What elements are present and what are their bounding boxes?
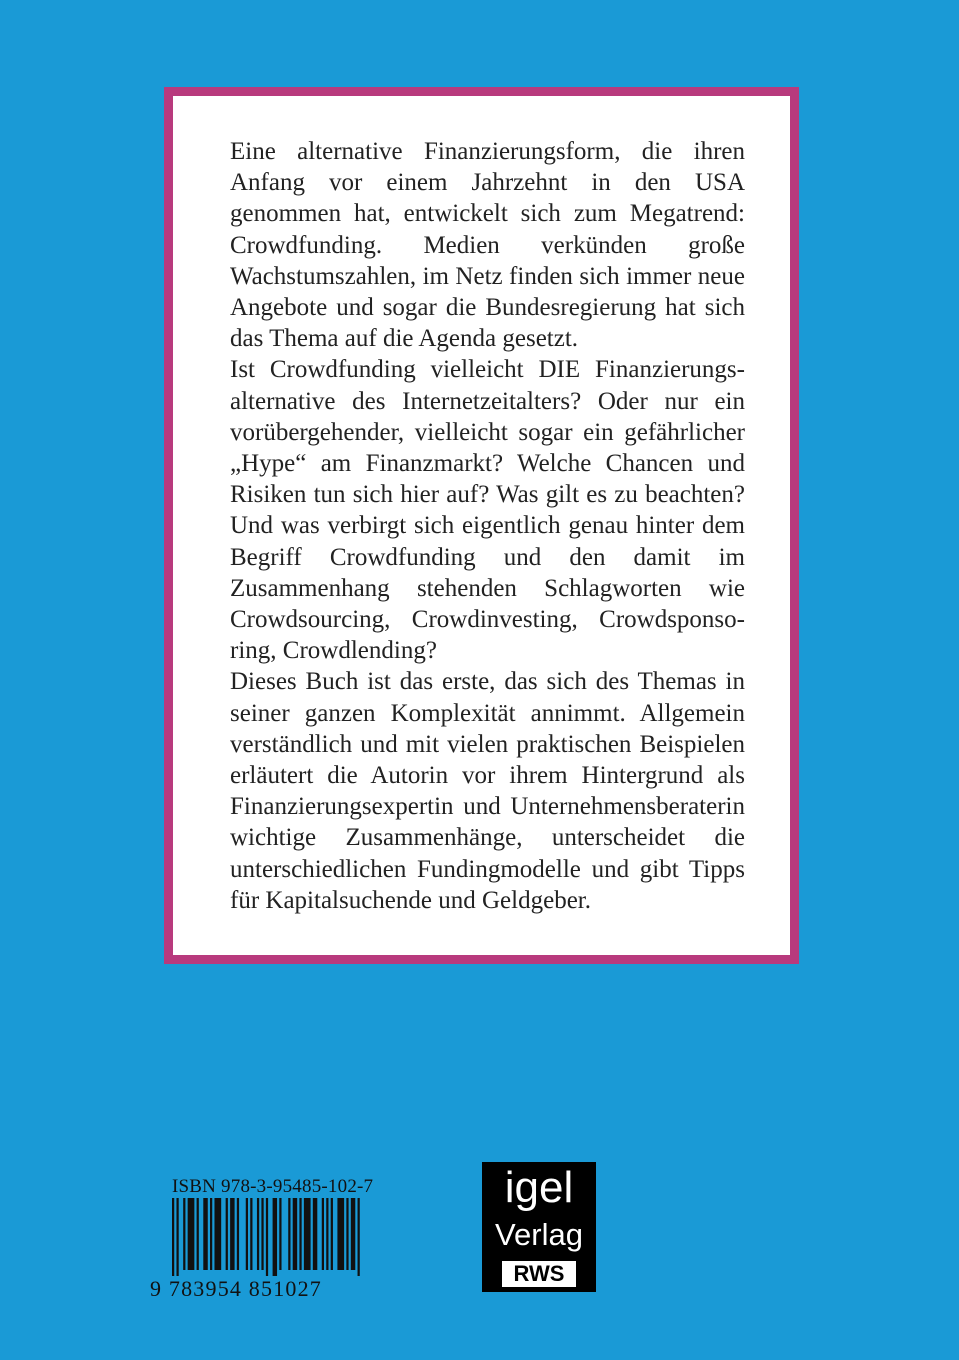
- barcode-bar: [210, 1198, 212, 1270]
- barcode-bar: [226, 1198, 228, 1270]
- barcode-bar: [304, 1198, 311, 1270]
- barcode-bar: [237, 1198, 239, 1270]
- barcode-bar: [331, 1198, 333, 1270]
- logo-badge-rws: RWS: [502, 1261, 576, 1287]
- barcode-bar: [172, 1198, 174, 1276]
- barcode-bar: [358, 1198, 360, 1276]
- barcode-bar: [351, 1198, 355, 1270]
- logo-word-verlag: Verlag: [495, 1217, 583, 1252]
- barcode-bar: [250, 1198, 252, 1270]
- barcode-bar: [299, 1198, 301, 1270]
- barcode-bar: [273, 1198, 277, 1276]
- barcode-bar: [293, 1198, 297, 1270]
- barcode: [172, 1198, 362, 1276]
- barcode-bar: [183, 1198, 185, 1270]
- barcode-bar: [203, 1198, 207, 1270]
- barcode-bar: [214, 1198, 221, 1270]
- logo-word-igel: igel: [504, 1163, 574, 1212]
- barcode-bar: [230, 1198, 234, 1270]
- barcode-bar: [176, 1198, 178, 1276]
- blurb-frame: [164, 87, 799, 964]
- blurb-paragraph-2: Ist Crowdfunding vielleicht DIE Finanzierungsalternative des Internetzeitalters? Oder nur ein vorübergehender, vielleicht sogar ein gefährlicher „Hype“ am Finanzmarkt? Welche Chancen und Risiken tun sich hier auf? Was gilt es zu beachten? Und was verbirgt sich eigentlich genau hinter dem Begriff Crowdfunding und den damit im Zusammenhang stehenden Schlagworten wie Crowdsourcing, Crowdinvesting, Crowdsponsoring, Crowdlending?: [230, 356, 745, 665]
- barcode-bar: [261, 1198, 263, 1270]
- publisher-logo: [482, 1162, 596, 1292]
- blurb-paragraph-1: Eine alternative Finanzierungsform, die ihren Anfang vor einem Jahrzehnt in den USA genommen hat, entwickelt sich zum Megatrend: Crowdfunding. Medien verkünden große Wachstumszahlen, im Netz finden sich immer neue Angebote und sogar die Bundesregierung hat sich das Thema auf die Agenda gesetzt.: [230, 138, 745, 353]
- barcode-digits: 9 783954 851027: [150, 1276, 322, 1301]
- barcode-bar: [246, 1198, 248, 1270]
- barcode-bar: [279, 1198, 281, 1270]
- barcode-bar: [188, 1198, 195, 1270]
- barcode-bar: [257, 1198, 259, 1270]
- barcode-bar: [322, 1198, 324, 1270]
- barcode-bars: [172, 1198, 362, 1276]
- barcode-bar: [197, 1198, 199, 1270]
- barcode-bar: [337, 1198, 344, 1270]
- barcode-bar: [326, 1198, 328, 1270]
- barcode-bar: [266, 1198, 268, 1276]
- barcode-bar: [288, 1198, 290, 1270]
- blurb-text: [230, 136, 745, 916]
- isbn-label: ISBN 978-3-95485-102-7: [172, 1176, 374, 1197]
- barcode-bar: [346, 1198, 348, 1270]
- blurb-paragraph-3: Dieses Buch ist das erste, das sich des Themas in seiner ganzen Komplexität annimmt. Allgemein verständlich und mit vielen praktischen Beispielen erläutert die Autorin vor ihrem Hintergrund als Finanzierungsexpertin und Unternehmensberaterin wichtige Zusammenhänge, unterscheidet die unterschiedlichen Fundingmodelle und gibt Tipps für Kapitalsuchende und Geldgeber.: [230, 668, 745, 914]
- barcode-bar: [313, 1198, 317, 1270]
